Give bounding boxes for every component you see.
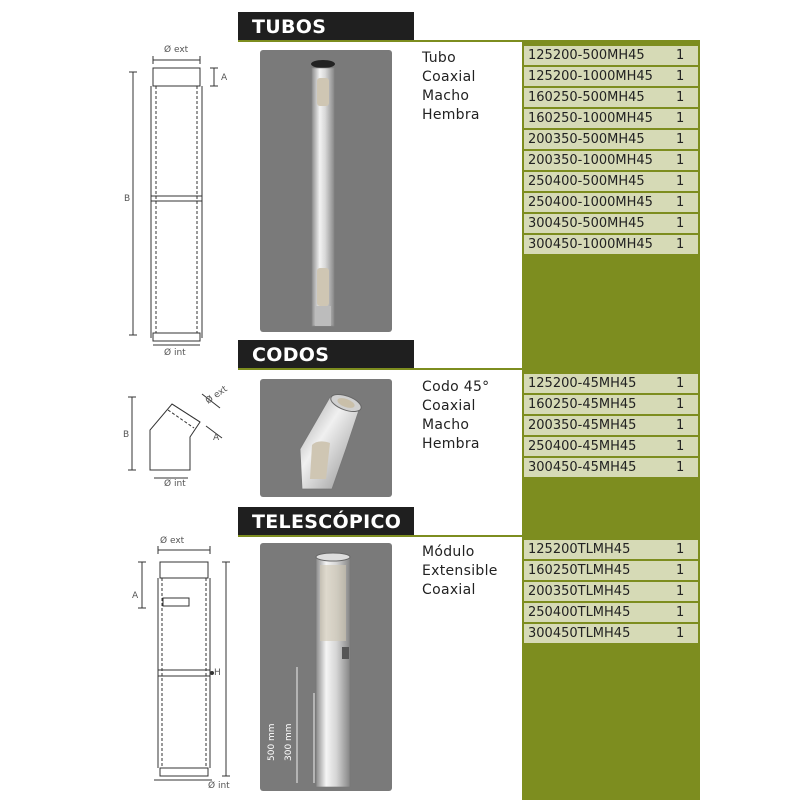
list-item: 300450-1000MH45 1 — [524, 235, 698, 254]
section-title-codos: CODOS — [238, 340, 414, 370]
code-list-codos — [524, 374, 698, 479]
dimension-h-label: H — [214, 668, 221, 678]
dimension-a-label: A — [221, 73, 228, 83]
diameter-ext-label: Ø ext — [160, 536, 185, 546]
technical-diagram-tubo — [110, 38, 240, 358]
diameter-ext-label: Ø ext — [164, 45, 189, 55]
list-item: 250400-45MH45 1 — [524, 437, 698, 456]
list-item: 250400-1000MH45 1 — [524, 193, 698, 212]
list-item: 160250-500MH45 1 — [524, 88, 698, 107]
diameter-int-label: Ø int — [208, 781, 230, 791]
product-photo-tubo — [260, 50, 392, 332]
list-item: 200350-45MH45 1 — [524, 416, 698, 435]
dimension-b-label: B — [123, 430, 130, 440]
list-item: 200350TLMH45 1 — [524, 582, 698, 601]
section-divider — [238, 40, 700, 42]
list-item: 300450-45MH45 1 — [524, 458, 698, 477]
product-description-telescopico: Módulo Extensible Coaxial — [422, 544, 498, 598]
section-title-tubos: TUBOS — [238, 12, 414, 42]
code-list-tubos — [524, 46, 698, 256]
diameter-int-label: Ø int — [164, 348, 186, 358]
product-photo-codo — [260, 379, 392, 497]
list-item: 250400TLMH45 1 — [524, 603, 698, 622]
list-item: 125200-45MH45 1 — [524, 374, 698, 393]
code-list-telescopico — [524, 540, 698, 645]
technical-diagram-telescopico — [110, 530, 240, 795]
list-item: 125200TLMH45 1 — [524, 540, 698, 559]
section-divider — [238, 535, 528, 537]
dimension-a-label: A — [132, 591, 139, 601]
product-description-tubos: Tubo Coaxial Macho Hembra — [422, 50, 480, 123]
list-item: 300450TLMH45 1 — [524, 624, 698, 643]
dimension-b-label: B — [124, 194, 131, 204]
length-500-label: 500 mm — [267, 723, 277, 761]
section-divider — [238, 368, 528, 370]
product-description-codos: Codo 45° Coaxial Macho Hembra — [422, 379, 490, 452]
list-item: 160250-1000MH45 1 — [524, 109, 698, 128]
product-photo-telescopico — [260, 543, 392, 791]
list-item: 300450-500MH45 1 — [524, 214, 698, 233]
diameter-int-label: Ø int — [164, 479, 186, 489]
list-item: 125200-1000MH45 1 — [524, 67, 698, 86]
list-item: 200350-1000MH45 1 — [524, 151, 698, 170]
list-item: 250400-500MH45 1 — [524, 172, 698, 191]
length-300-label: 300 mm — [284, 723, 294, 761]
list-item: 160250-45MH45 1 — [524, 395, 698, 414]
diameter-ext-label: Ø ext — [203, 384, 230, 407]
list-item: 200350-500MH45 1 — [524, 130, 698, 149]
list-item: 160250TLMH45 1 — [524, 561, 698, 580]
list-item: 125200-500MH45 1 — [524, 46, 698, 65]
section-title-telescopico: TELESCÓPICO — [238, 507, 414, 537]
dimension-a-label: A — [213, 433, 220, 443]
technical-diagram-codo — [110, 382, 240, 492]
